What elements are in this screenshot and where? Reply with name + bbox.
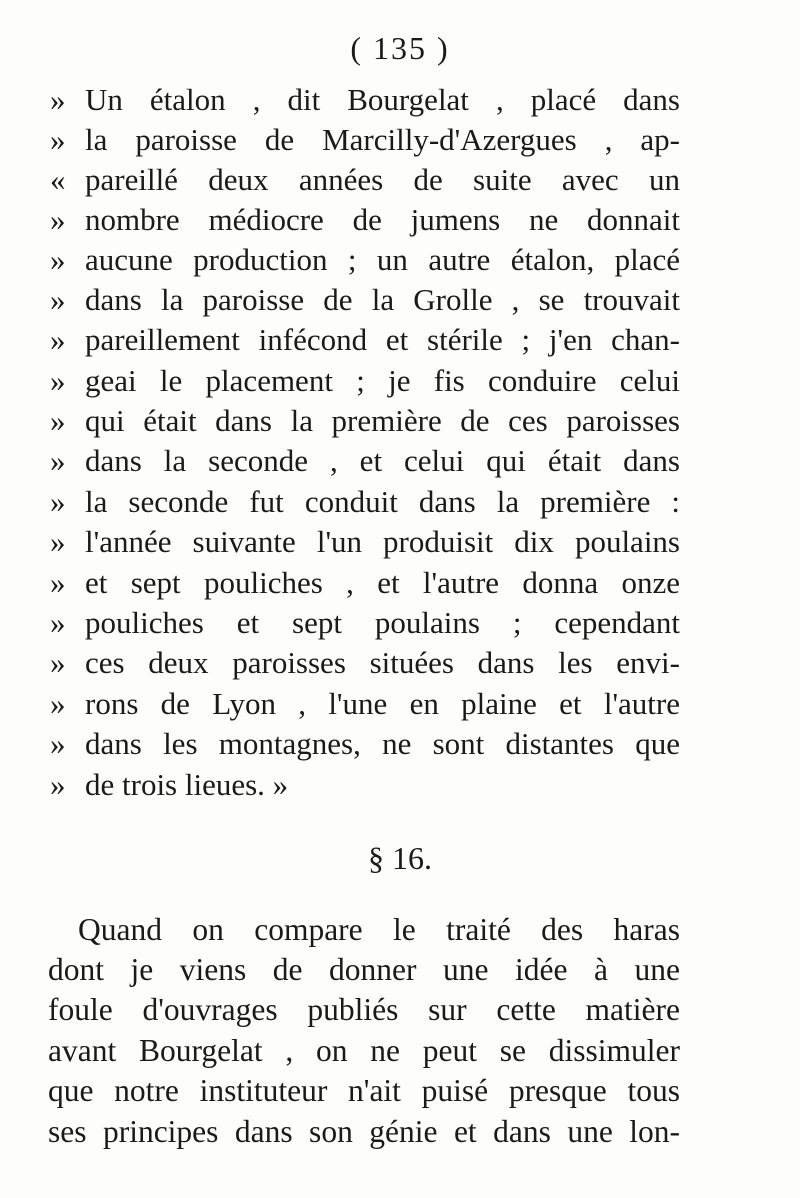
quote-text: la paroisse de Marcilly-d'Azergues , ap- bbox=[85, 122, 680, 157]
quote-mark: » bbox=[50, 282, 66, 317]
quote-mark: » bbox=[50, 443, 66, 478]
quote-text: Un étalon , dit Bourgelat , placé dans bbox=[85, 82, 680, 117]
quote-mark: » bbox=[50, 242, 66, 277]
quote-text: dans les montagnes, ne sont distantes que bbox=[85, 726, 680, 761]
quote-text: dans la paroisse de la Grolle , se trouvait bbox=[85, 282, 680, 317]
quote-mark: » bbox=[50, 363, 66, 398]
quote-text: l'année suivante l'un produisit dix poulains bbox=[85, 524, 680, 559]
quote-text: aucune production ; un autre étalon, placé bbox=[85, 242, 680, 277]
page-number: ( 135 ) bbox=[350, 30, 450, 66]
quote-mark: » bbox=[50, 122, 66, 157]
quote-text: pareillé deux années de suite avec un bbox=[85, 162, 680, 197]
quote-mark: » bbox=[50, 645, 66, 680]
quote-text: pouliches et sept poulains ; cependant bbox=[85, 605, 680, 640]
quote-mark: » bbox=[50, 605, 66, 640]
paragraph-line: avant Bourgelat , on ne peut se dissimuler bbox=[48, 1033, 680, 1068]
quote-text: et sept pouliches , et l'autre donna onze bbox=[85, 565, 680, 600]
paragraph-line: ses principes dans son génie et dans une lon- bbox=[48, 1114, 680, 1149]
quote-text: nombre médiocre de jumens ne donnait bbox=[85, 202, 680, 237]
quote-mark: » bbox=[50, 767, 66, 802]
quote-mark: » bbox=[50, 403, 66, 438]
quote-mark: « bbox=[50, 162, 66, 197]
paragraph-line: foule d'ouvrages publiés sur cette matière bbox=[48, 992, 680, 1027]
quote-mark: » bbox=[50, 726, 66, 761]
quote-text: geai le placement ; je fis conduire celui bbox=[85, 363, 680, 398]
quote-mark: » bbox=[50, 202, 66, 237]
quote-mark: » bbox=[50, 484, 66, 519]
paragraph-line: que notre instituteur n'ait puisé presque tous bbox=[48, 1073, 680, 1108]
quote-mark: » bbox=[50, 82, 66, 117]
quote-text: rons de Lyon , l'une en plaine et l'autre bbox=[85, 686, 680, 721]
quote-mark: » bbox=[50, 686, 66, 721]
quote-text: de trois lieues. » bbox=[85, 767, 289, 802]
quote-mark: » bbox=[50, 565, 66, 600]
paragraph-line: Quand on compare le traité des haras bbox=[78, 912, 680, 947]
paragraph-line: dont je viens de donner une idée à une bbox=[48, 952, 680, 987]
quote-mark: » bbox=[50, 322, 66, 357]
quote-text: dans la seconde , et celui qui était dans bbox=[85, 443, 680, 478]
quote-text: qui était dans la première de ces paroisses bbox=[85, 403, 680, 438]
section-heading: § 16. bbox=[368, 840, 432, 876]
quote-text: ces deux paroisses situées dans les envi- bbox=[85, 645, 680, 680]
quote-text: pareillement infécond et stérile ; j'en chan- bbox=[85, 322, 680, 357]
quote-mark: » bbox=[50, 524, 66, 559]
quote-text: la seconde fut conduit dans la première : bbox=[85, 484, 680, 519]
